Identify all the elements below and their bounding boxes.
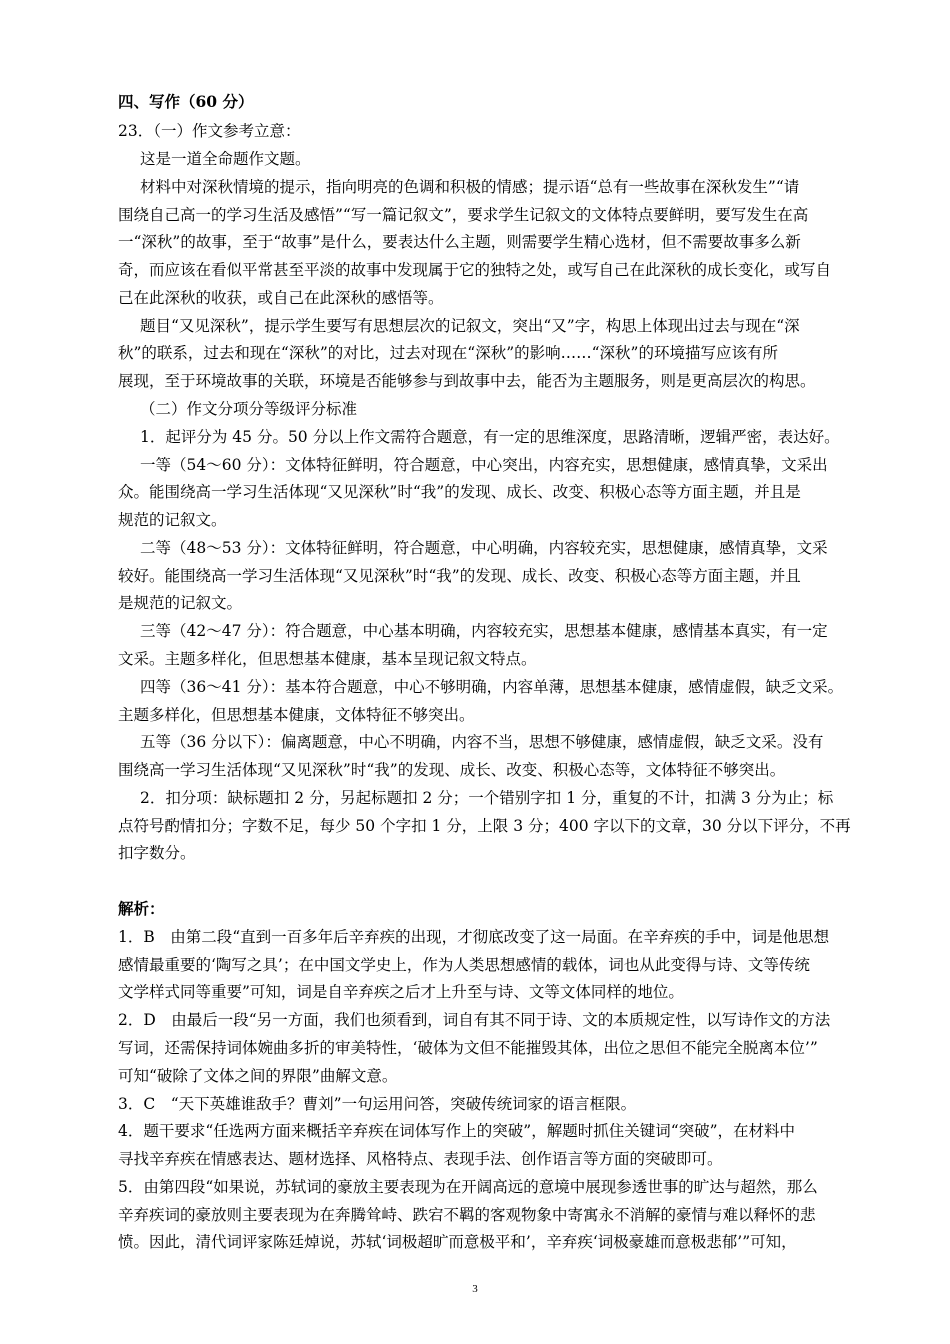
text-line: 材料中对深秋情境的提示，指向明亮的色调和积极的情感；提示语“总有一些故事在深秋发生”“请 — [140, 178, 800, 196]
text-line: 扣字数分。 — [118, 844, 196, 862]
text-line: 五等（36 分以下）：偏离题意，中心不明确，内容不当，思想不够健康，感情虚假，缺乏文采。没有 — [140, 733, 824, 751]
text-line: 文学样式同等重要”可知，词是自辛弃疾之后才上升至与诗、文等文体同样的地位。 — [118, 983, 684, 1001]
analysis-heading: 解析： — [118, 899, 165, 918]
text-line: 愤。因此，清代词评家陈廷焯说，苏轼‘词极超旷而意极平和’，辛弃疾‘词极豪雄而意极悲郁’”可知， — [118, 1233, 797, 1251]
text-line: 2．D 由最后一段“另一方面，我们也须看到，词自有其不同于诗、文的本质规定性，以写诗作文的方法 — [118, 1011, 831, 1029]
text-line: 众。能围绕高一学习生活体现“又见深秋”时“我”的发现、成长、改变、积极心态等方面主题，并且是 — [118, 483, 801, 501]
text-line: 三等（42～47 分）：符合题意，中心基本明确，内容较充实，思想基本健康，感情基本真实，有一定 — [140, 622, 828, 640]
text-line: 这是一道全命题作文题。 — [140, 150, 311, 168]
text-line: 规范的记叙文。 — [118, 511, 227, 529]
text-line: 围绕高一学习生活体现“又见深秋”时“我”的发现、成长、改变、积极心态等，文体特征不够突出。 — [118, 761, 786, 779]
text-line: 3．C “天下英雄谁敌手？曹刘”一句运用问答，突破传统词家的语言框限。 — [118, 1095, 637, 1113]
text-line: 1．B 由第二段“直到一百多年后辛弃疾的出现，才彻底改变了这一局面。在辛弃疾的手中，词是他思想 — [118, 928, 830, 946]
text-line: 4．题干要求“任选两方面来概括辛弃疾在词体写作上的突破”，解题时抓住关键词“突破”，在材料中 — [118, 1122, 796, 1140]
text-line: 一“深秋”的故事，至于“故事”是什么，要表达什么主题，则需要学生精心选材，但不需要故事多么新 — [118, 233, 801, 251]
text-line: 己在此深秋的收获，或自己在此深秋的感悟等。 — [118, 289, 444, 307]
text-line: 5．由第四段“如果说，苏轼词的豪放主要表现为在开阔高远的意境中展现参透世事的旷达与超然，那么 — [118, 1178, 818, 1196]
text-line: 较好。能围绕高一学习生活体现“又见深秋”时“我”的发现、成长、改变、积极心态等方面主题，并且 — [118, 567, 801, 585]
text-line: 展现，至于环境故事的关联，环境是否能够参与到故事中去，能否为主题服务，则是更高层次的构思。 — [118, 372, 816, 390]
section-heading-writing: 四、写作（60 分） — [118, 92, 254, 111]
text-line: 是规范的记叙文。 — [118, 594, 243, 612]
text-line: 寻找辛弃疾在情感表达、题材选择、风格特点、表现手法、创作语言等方面的突破即可。 — [118, 1150, 723, 1168]
page-number: 3 — [472, 1283, 478, 1295]
text-line: 主题多样化，但思想基本健康，文体特征不够突出。 — [118, 706, 475, 724]
text-line: 辛弃疾词的豪放则主要表现为在奔腾耸峙、跌宕不羁的客观物象中寄寓永不消解的豪情与难以释怀的悲 — [118, 1206, 816, 1224]
text-line: 围绕自己高一的学习生活及感悟”“写一篇记叙文”，要求学生记叙文的文体特点要鲜明，要写发生在高 — [118, 206, 809, 224]
text-line: 一等（54～60 分）：文体特征鲜明，符合题意，中心突出，内容充实，思想健康，感情真挚，文采出 — [140, 456, 828, 474]
text-line: 点符号酌情扣分；字数不足，每少 50 个字扣 1 分，上限 3 分；400 字以下的文章，30 分以下评分，不再 — [118, 817, 851, 835]
text-line: 可知“破除了文体之间的界限”曲解文意。 — [118, 1067, 398, 1085]
text-line: 四等（36～41 分）：基本符合题意，中心不够明确，内容单薄，思想基本健康，感情虚假，缺乏文采。 — [140, 678, 844, 696]
text-line: 二等（48～53 分）：文体特征鲜明，符合题意，中心明确，内容较充实，思想健康，感情真挚，文采 — [140, 539, 828, 557]
text-line: 写词，还需保持词体婉曲多折的审美特性，‘破体为文但不能摧毁其体，出位之思但不能完全脱离本位’” — [118, 1039, 818, 1057]
text-line: 1．起评分为 45 分。50 分以上作文需符合题意，有一定的思维深度，思路清晰，逻辑严密，表达好。 — [140, 428, 840, 446]
text-line: 2．扣分项：缺标题扣 2 分，另起标题扣 2 分；一个错别字扣 1 分，重复的不计，扣满 3 分为止；标 — [140, 789, 834, 807]
question-23-heading: 23．（一）作文参考立意： — [118, 122, 301, 140]
text-line: 奇，而应该在看似平常甚至平淡的故事中发现属于它的独特之处，或写自己在此深秋的成长变化，或写自 — [118, 261, 832, 279]
subsection-heading: （二）作文分项分等级评分标准 — [140, 400, 358, 418]
text-line: 感情最重要的‘陶写之具’；在中国文学史上，作为人类思想感情的载体，词也从此变得与诗、文等传统 — [118, 956, 810, 974]
text-line: 文采。主题多样化，但思想基本健康，基本呈现记叙文特点。 — [118, 650, 537, 668]
text-line: 秋”的联系，过去和现在“深秋”的对比，过去对现在“深秋”的影响……“深秋”的环境描写应该有所 — [118, 344, 778, 362]
text-line: 题目“又见深秋”，提示学生要写有思想层次的记叙文，突出“又”字，构思上体现出过去与现在“深 — [140, 317, 800, 335]
